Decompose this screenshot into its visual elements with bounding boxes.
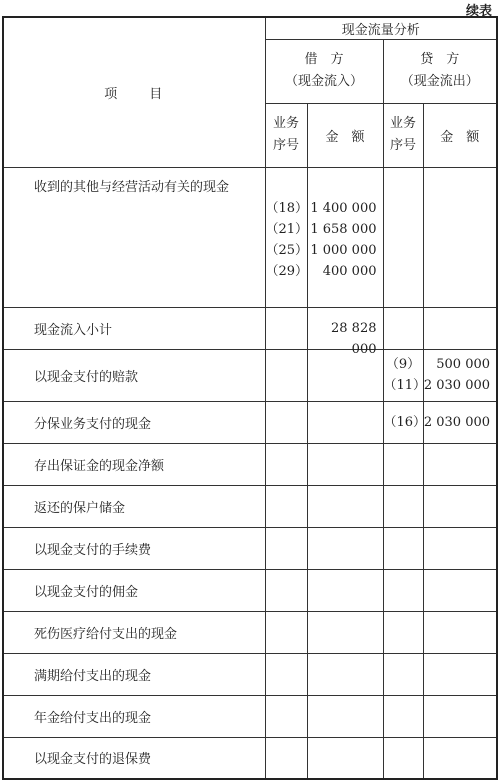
debit-amount-cell: [307, 653, 383, 695]
debit-subtitle: （现金流入）: [284, 74, 363, 89]
debit-amount-value: 1 658 000: [310, 221, 377, 237]
credit-seq-cell: [383, 307, 423, 349]
debit-seq-cell: [265, 653, 307, 695]
credit-seq-cell: [383, 737, 423, 779]
debit-amount-value: 28 828 000: [331, 320, 377, 357]
row-item-label: 以现金支付的手续费: [3, 527, 265, 569]
table-row: [3, 443, 497, 485]
debit-amount-value: 1 400 000: [310, 200, 377, 216]
row-item-label: 现金流入小计: [3, 307, 265, 349]
credit-amount-cell: [423, 167, 497, 307]
credit-seq-cell: [383, 527, 423, 569]
debit-amount-cell: [307, 307, 383, 357]
credit-seq-cell: [383, 443, 423, 485]
debit-seq-value: （25）: [265, 242, 309, 258]
credit-seq-cell: [383, 653, 423, 695]
credit-amount-cell: [423, 611, 497, 653]
credit-amount-value: 2 030 000: [423, 378, 491, 393]
credit-amount-header: 金 额: [423, 103, 497, 167]
row-item-label: 年金给付支出的现金: [3, 695, 265, 737]
debit-seq-cell: [265, 695, 307, 737]
table-row: [3, 569, 497, 611]
debit-seq-cell: [265, 349, 307, 401]
credit-amount-cell: [423, 401, 497, 443]
row-item-label: 存出保证金的现金净额: [3, 443, 265, 485]
debit-amount-header: 金 额: [307, 103, 383, 167]
debit-seq-cell: [265, 485, 307, 527]
credit-seq-cell: [383, 695, 423, 737]
table-row: [3, 611, 497, 653]
debit-title: 借 方: [304, 52, 344, 67]
row-item-label: 死伤医疗给付支出的现金: [3, 611, 265, 653]
row-item-label: 以现金支付的赔款: [3, 349, 265, 401]
debit-amount-cell: [307, 611, 383, 653]
credit-amount-cell: [423, 349, 497, 401]
credit-amount-cell: [423, 653, 497, 695]
debit-amount-cell: [307, 569, 383, 611]
credit-seq-value: （16）: [383, 414, 427, 430]
debit-amount-cell: [307, 443, 383, 485]
seq-header-line2: 序号: [389, 138, 416, 153]
row-item-label: 分保业务支付的现金: [3, 401, 265, 443]
credit-amount-value: 2 030 000: [423, 414, 491, 430]
credit-amount-cell: [423, 737, 497, 779]
credit-seq-cell: [383, 349, 427, 401]
debit-seq-cell: [265, 167, 307, 307]
cash-flow-analysis-table: [2, 16, 498, 780]
debit-seq-cell: [265, 737, 307, 779]
item-column-header: 项 目: [3, 17, 265, 167]
debit-amount-cell: [307, 485, 383, 527]
continued-label: 续表: [465, 4, 492, 19]
analysis-title: 现金流量分析: [265, 17, 497, 39]
credit-seq-header: [383, 103, 423, 167]
credit-header: [383, 39, 497, 103]
seq-header-line1: 业务: [272, 116, 299, 131]
table-row: [3, 527, 497, 569]
table-row: [3, 485, 497, 527]
debit-amount-value: 400 000: [322, 263, 377, 279]
seq-header-line2: 序号: [272, 138, 299, 153]
credit-title: 贷 方: [420, 52, 460, 67]
debit-seq-cell: [265, 611, 307, 653]
debit-seq-cell: [265, 443, 307, 485]
credit-seq-cell: [383, 401, 427, 443]
debit-amount-cell: [307, 527, 383, 569]
seq-header-line1: 业务: [389, 116, 416, 131]
table-row: [3, 695, 497, 737]
debit-seq-value: （29）: [265, 263, 309, 279]
credit-seq-cell: [383, 569, 423, 611]
credit-amount-cell: [423, 307, 497, 349]
debit-amount-cell: [307, 167, 383, 307]
table-row: [3, 737, 497, 779]
debit-amount-cell: [307, 695, 383, 737]
credit-seq-cell: [383, 485, 423, 527]
credit-amount-cell: [423, 569, 497, 611]
debit-amount-cell: [307, 401, 383, 443]
debit-seq-cell: [265, 569, 307, 611]
debit-header: [265, 39, 383, 103]
credit-subtitle: （现金流出）: [400, 74, 479, 89]
credit-amount-cell: [423, 695, 497, 737]
table-row: [3, 307, 497, 349]
debit-seq-value: （21）: [265, 221, 309, 237]
credit-amount-cell: [423, 527, 497, 569]
debit-amount-cell: [307, 737, 383, 779]
credit-seq-cell: [383, 611, 423, 653]
credit-amount-cell: [423, 485, 497, 527]
credit-amount-value: 500 000: [436, 357, 491, 372]
credit-seq-cell: [383, 167, 423, 307]
debit-seq-cell: [265, 527, 307, 569]
row-item-label: 以现金支付的佣金: [3, 569, 265, 611]
credit-seq-value: （11）: [383, 378, 427, 393]
row-item-label: 收到的其他与经营活动有关的现金: [3, 167, 265, 307]
table-row: [3, 167, 497, 307]
debit-amount-value: 1 000 000: [310, 242, 377, 258]
debit-seq-cell: [265, 401, 307, 443]
debit-seq-value: （18）: [265, 200, 309, 216]
table-row: [3, 401, 497, 443]
row-item-label: 以现金支付的退保费: [3, 737, 265, 779]
row-item-label: 返还的保户储金: [3, 485, 265, 527]
table-row: [3, 653, 497, 695]
credit-seq-value: （9）: [385, 357, 421, 372]
debit-seq-cell: [265, 307, 307, 349]
debit-seq-header: [265, 103, 307, 167]
credit-amount-cell: [423, 443, 497, 485]
table-row: [3, 349, 497, 401]
row-item-label: 满期给付支出的现金: [3, 653, 265, 695]
